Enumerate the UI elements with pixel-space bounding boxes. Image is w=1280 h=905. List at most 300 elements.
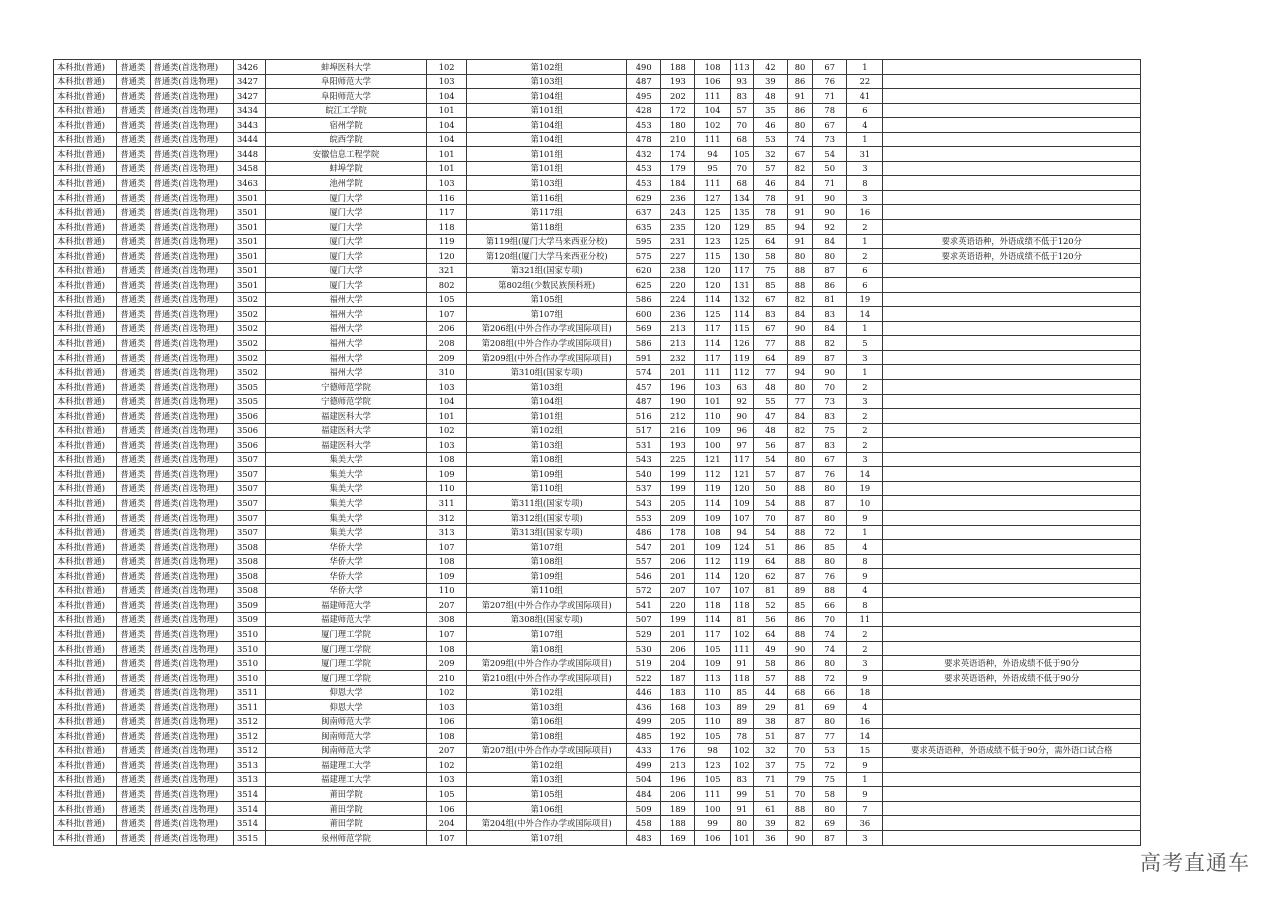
subject-type-cell: 普通类(首选物理) bbox=[150, 525, 233, 540]
batch-cell: 本科批(普通) bbox=[54, 292, 117, 307]
batch-cell: 本科批(普通) bbox=[54, 496, 117, 511]
group-name-cell: 第103组 bbox=[467, 380, 627, 395]
table-row bbox=[54, 816, 1141, 831]
physics-score-cell: 75 bbox=[787, 758, 812, 773]
table-row bbox=[54, 278, 1141, 293]
total-score-cell: 546 bbox=[627, 569, 661, 584]
subject-type-cell: 普通类(首选物理) bbox=[150, 714, 233, 729]
category-cell: 普通类 bbox=[117, 409, 150, 424]
remarks-cell: 要求英语语种，外语成绩不低于90分，需外语口试合格 bbox=[883, 743, 1141, 758]
group-code-cell: 802 bbox=[427, 278, 467, 293]
remarks-cell bbox=[883, 321, 1141, 336]
subject-type-cell: 普通类(首选物理) bbox=[150, 147, 233, 162]
second-subject-score-cell: 73 bbox=[813, 132, 847, 147]
remarks-cell bbox=[883, 714, 1141, 729]
group-name-cell: 第116组 bbox=[467, 190, 627, 205]
school-code-cell: 3507 bbox=[233, 525, 265, 540]
foreign-score-cell: 58 bbox=[753, 249, 787, 264]
school-name-cell: 厦门大学 bbox=[266, 278, 427, 293]
second-subject-score-cell: 88 bbox=[813, 583, 847, 598]
foreign-score-cell: 48 bbox=[753, 89, 787, 104]
remarks-cell bbox=[883, 292, 1141, 307]
chinese-math-score-cell: 179 bbox=[661, 161, 695, 176]
physics-score-cell: 79 bbox=[787, 772, 812, 787]
math-score-cell: 118 bbox=[730, 670, 753, 685]
foreign-score-cell: 64 bbox=[753, 234, 787, 249]
total-score-cell: 572 bbox=[627, 583, 661, 598]
subject-type-cell: 普通类(首选物理) bbox=[150, 569, 233, 584]
chinese-score-cell: 125 bbox=[695, 205, 730, 220]
chinese-score-cell: 123 bbox=[695, 234, 730, 249]
chinese-score-cell: 114 bbox=[695, 496, 730, 511]
subject-type-cell: 普通类(首选物理) bbox=[150, 365, 233, 380]
rank-cell: 5 bbox=[847, 336, 883, 351]
group-code-cell: 313 bbox=[427, 525, 467, 540]
chinese-math-score-cell: 188 bbox=[661, 60, 695, 75]
batch-cell: 本科批(普通) bbox=[54, 103, 117, 118]
group-name-cell: 第108组 bbox=[467, 729, 627, 744]
remarks-cell bbox=[883, 685, 1141, 700]
rank-cell: 2 bbox=[847, 627, 883, 642]
table-row bbox=[54, 176, 1141, 191]
physics-score-cell: 80 bbox=[787, 118, 812, 133]
foreign-score-cell: 44 bbox=[753, 685, 787, 700]
rank-cell: 8 bbox=[847, 554, 883, 569]
group-code-cell: 104 bbox=[427, 394, 467, 409]
table-row bbox=[54, 641, 1141, 656]
math-score-cell: 99 bbox=[730, 787, 753, 802]
chinese-score-cell: 117 bbox=[695, 350, 730, 365]
math-score-cell: 105 bbox=[730, 147, 753, 162]
group-code-cell: 107 bbox=[427, 540, 467, 555]
group-code-cell: 104 bbox=[427, 132, 467, 147]
school-name-cell: 集美大学 bbox=[266, 467, 427, 482]
table-row bbox=[54, 467, 1141, 482]
table-row bbox=[54, 350, 1141, 365]
batch-cell: 本科批(普通) bbox=[54, 700, 117, 715]
table-row bbox=[54, 307, 1141, 322]
physics-score-cell: 87 bbox=[787, 569, 812, 584]
group-name-cell: 第103组 bbox=[467, 700, 627, 715]
school-name-cell: 华侨大学 bbox=[266, 583, 427, 598]
school-name-cell: 福建医科大学 bbox=[266, 409, 427, 424]
category-cell: 普通类 bbox=[117, 700, 150, 715]
school-code-cell: 3506 bbox=[233, 438, 265, 453]
remarks-cell bbox=[883, 496, 1141, 511]
school-code-cell: 3444 bbox=[233, 132, 265, 147]
rank-cell: 1 bbox=[847, 132, 883, 147]
category-cell: 普通类 bbox=[117, 307, 150, 322]
rank-cell: 1 bbox=[847, 772, 883, 787]
remarks-cell: 要求英语语种，外语成绩不低于90分 bbox=[883, 656, 1141, 671]
math-score-cell: 112 bbox=[730, 365, 753, 380]
rank-cell: 6 bbox=[847, 263, 883, 278]
math-score-cell: 81 bbox=[730, 612, 753, 627]
category-cell: 普通类 bbox=[117, 714, 150, 729]
group-name-cell: 第104组 bbox=[467, 118, 627, 133]
math-score-cell: 124 bbox=[730, 540, 753, 555]
foreign-score-cell: 61 bbox=[753, 801, 787, 816]
subject-type-cell: 普通类(首选物理) bbox=[150, 743, 233, 758]
batch-cell: 本科批(普通) bbox=[54, 60, 117, 75]
total-score-cell: 600 bbox=[627, 307, 661, 322]
rank-cell: 9 bbox=[847, 569, 883, 584]
table-row bbox=[54, 118, 1141, 133]
math-score-cell: 101 bbox=[730, 830, 753, 845]
math-score-cell: 134 bbox=[730, 190, 753, 205]
chinese-score-cell: 118 bbox=[695, 598, 730, 613]
table-row bbox=[54, 612, 1141, 627]
foreign-score-cell: 85 bbox=[753, 220, 787, 235]
group-name-cell: 第101组 bbox=[467, 147, 627, 162]
group-name-cell: 第109组 bbox=[467, 569, 627, 584]
school-code-cell: 3501 bbox=[233, 220, 265, 235]
school-code-cell: 3502 bbox=[233, 365, 265, 380]
chinese-score-cell: 117 bbox=[695, 627, 730, 642]
table-row bbox=[54, 161, 1141, 176]
physics-score-cell: 88 bbox=[787, 481, 812, 496]
chinese-math-score-cell: 178 bbox=[661, 525, 695, 540]
group-name-cell: 第109组 bbox=[467, 467, 627, 482]
math-score-cell: 91 bbox=[730, 801, 753, 816]
batch-cell: 本科批(普通) bbox=[54, 161, 117, 176]
category-cell: 普通类 bbox=[117, 89, 150, 104]
category-cell: 普通类 bbox=[117, 205, 150, 220]
group-code-cell: 106 bbox=[427, 801, 467, 816]
math-score-cell: 111 bbox=[730, 641, 753, 656]
school-code-cell: 3507 bbox=[233, 481, 265, 496]
second-subject-score-cell: 58 bbox=[813, 787, 847, 802]
school-code-cell: 3458 bbox=[233, 161, 265, 176]
physics-score-cell: 87 bbox=[787, 510, 812, 525]
chinese-score-cell: 111 bbox=[695, 787, 730, 802]
school-name-cell: 福建师范大学 bbox=[266, 612, 427, 627]
group-code-cell: 104 bbox=[427, 118, 467, 133]
category-cell: 普通类 bbox=[117, 103, 150, 118]
second-subject-score-cell: 84 bbox=[813, 234, 847, 249]
physics-score-cell: 88 bbox=[787, 554, 812, 569]
table-row bbox=[54, 147, 1141, 162]
chinese-math-score-cell: 199 bbox=[661, 481, 695, 496]
math-score-cell: 94 bbox=[730, 525, 753, 540]
math-score-cell: 130 bbox=[730, 249, 753, 264]
foreign-score-cell: 67 bbox=[753, 321, 787, 336]
chinese-score-cell: 109 bbox=[695, 423, 730, 438]
chinese-math-score-cell: 199 bbox=[661, 467, 695, 482]
table-body bbox=[54, 60, 1141, 846]
group-name-cell: 第313组(国家专项) bbox=[467, 525, 627, 540]
total-score-cell: 547 bbox=[627, 540, 661, 555]
group-name-cell: 第207组(中外合作办学或国际项目) bbox=[467, 598, 627, 613]
chinese-math-score-cell: 201 bbox=[661, 540, 695, 555]
rank-cell: 6 bbox=[847, 103, 883, 118]
batch-cell: 本科批(普通) bbox=[54, 685, 117, 700]
chinese-math-score-cell: 187 bbox=[661, 670, 695, 685]
total-score-cell: 433 bbox=[627, 743, 661, 758]
batch-cell: 本科批(普通) bbox=[54, 510, 117, 525]
rank-cell: 22 bbox=[847, 74, 883, 89]
group-code-cell: 119 bbox=[427, 234, 467, 249]
second-subject-score-cell: 83 bbox=[813, 438, 847, 453]
total-score-cell: 499 bbox=[627, 758, 661, 773]
table-row bbox=[54, 540, 1141, 555]
chinese-score-cell: 125 bbox=[695, 307, 730, 322]
rank-cell: 15 bbox=[847, 743, 883, 758]
physics-score-cell: 91 bbox=[787, 190, 812, 205]
school-name-cell: 皖西学院 bbox=[266, 132, 427, 147]
rank-cell: 16 bbox=[847, 205, 883, 220]
school-code-cell: 3434 bbox=[233, 103, 265, 118]
subject-type-cell: 普通类(首选物理) bbox=[150, 670, 233, 685]
group-name-cell: 第802组(少数民族预科班) bbox=[467, 278, 627, 293]
batch-cell: 本科批(普通) bbox=[54, 656, 117, 671]
rank-cell: 1 bbox=[847, 525, 883, 540]
category-cell: 普通类 bbox=[117, 190, 150, 205]
total-score-cell: 557 bbox=[627, 554, 661, 569]
subject-type-cell: 普通类(首选物理) bbox=[150, 176, 233, 191]
category-cell: 普通类 bbox=[117, 583, 150, 598]
subject-type-cell: 普通类(首选物理) bbox=[150, 496, 233, 511]
category-cell: 普通类 bbox=[117, 554, 150, 569]
group-code-cell: 105 bbox=[427, 787, 467, 802]
batch-cell: 本科批(普通) bbox=[54, 307, 117, 322]
foreign-score-cell: 77 bbox=[753, 365, 787, 380]
school-name-cell: 福建医科大学 bbox=[266, 438, 427, 453]
group-name-cell: 第118组 bbox=[467, 220, 627, 235]
subject-type-cell: 普通类(首选物理) bbox=[150, 540, 233, 555]
remarks-cell bbox=[883, 278, 1141, 293]
category-cell: 普通类 bbox=[117, 278, 150, 293]
math-score-cell: 132 bbox=[730, 292, 753, 307]
school-code-cell: 3507 bbox=[233, 496, 265, 511]
batch-cell: 本科批(普通) bbox=[54, 627, 117, 642]
remarks-cell bbox=[883, 263, 1141, 278]
category-cell: 普通类 bbox=[117, 569, 150, 584]
total-score-cell: 620 bbox=[627, 263, 661, 278]
foreign-score-cell: 70 bbox=[753, 510, 787, 525]
batch-cell: 本科批(普通) bbox=[54, 176, 117, 191]
total-score-cell: 531 bbox=[627, 438, 661, 453]
physics-score-cell: 67 bbox=[787, 147, 812, 162]
chinese-math-score-cell: 206 bbox=[661, 787, 695, 802]
chinese-score-cell: 104 bbox=[695, 103, 730, 118]
remarks-cell bbox=[883, 787, 1141, 802]
foreign-score-cell: 54 bbox=[753, 496, 787, 511]
subject-type-cell: 普通类(首选物理) bbox=[150, 307, 233, 322]
second-subject-score-cell: 73 bbox=[813, 394, 847, 409]
remarks-cell bbox=[883, 598, 1141, 613]
physics-score-cell: 91 bbox=[787, 234, 812, 249]
school-name-cell: 闽南师范大学 bbox=[266, 714, 427, 729]
table-row bbox=[54, 263, 1141, 278]
batch-cell: 本科批(普通) bbox=[54, 598, 117, 613]
group-code-cell: 116 bbox=[427, 190, 467, 205]
category-cell: 普通类 bbox=[117, 234, 150, 249]
chinese-math-score-cell: 236 bbox=[661, 190, 695, 205]
second-subject-score-cell: 85 bbox=[813, 540, 847, 555]
physics-score-cell: 68 bbox=[787, 685, 812, 700]
subject-type-cell: 普通类(首选物理) bbox=[150, 234, 233, 249]
chinese-score-cell: 95 bbox=[695, 161, 730, 176]
batch-cell: 本科批(普通) bbox=[54, 787, 117, 802]
table-row bbox=[54, 336, 1141, 351]
group-name-cell: 第119组(厦门大学马来西亚分校) bbox=[467, 234, 627, 249]
school-name-cell: 蚌埠学院 bbox=[266, 161, 427, 176]
group-name-cell: 第110组 bbox=[467, 481, 627, 496]
table-row bbox=[54, 525, 1141, 540]
group-name-cell: 第104组 bbox=[467, 394, 627, 409]
math-score-cell: 96 bbox=[730, 423, 753, 438]
school-name-cell: 集美大学 bbox=[266, 452, 427, 467]
foreign-score-cell: 57 bbox=[753, 670, 787, 685]
rank-cell: 10 bbox=[847, 496, 883, 511]
category-cell: 普通类 bbox=[117, 321, 150, 336]
chinese-math-score-cell: 243 bbox=[661, 205, 695, 220]
group-code-cell: 103 bbox=[427, 438, 467, 453]
foreign-score-cell: 46 bbox=[753, 176, 787, 191]
group-code-cell: 209 bbox=[427, 350, 467, 365]
remarks-cell bbox=[883, 365, 1141, 380]
second-subject-score-cell: 66 bbox=[813, 598, 847, 613]
foreign-score-cell: 62 bbox=[753, 569, 787, 584]
batch-cell: 本科批(普通) bbox=[54, 481, 117, 496]
remarks-cell bbox=[883, 801, 1141, 816]
physics-score-cell: 70 bbox=[787, 743, 812, 758]
rank-cell: 19 bbox=[847, 292, 883, 307]
second-subject-score-cell: 78 bbox=[813, 103, 847, 118]
group-name-cell: 第312组(国家专项) bbox=[467, 510, 627, 525]
foreign-score-cell: 75 bbox=[753, 263, 787, 278]
math-score-cell: 102 bbox=[730, 758, 753, 773]
category-cell: 普通类 bbox=[117, 481, 150, 496]
second-subject-score-cell: 86 bbox=[813, 278, 847, 293]
batch-cell: 本科批(普通) bbox=[54, 365, 117, 380]
remarks-cell bbox=[883, 772, 1141, 787]
group-name-cell: 第204组(中外合作办学或国际项目) bbox=[467, 816, 627, 831]
batch-cell: 本科批(普通) bbox=[54, 743, 117, 758]
subject-type-cell: 普通类(首选物理) bbox=[150, 161, 233, 176]
total-score-cell: 495 bbox=[627, 89, 661, 104]
second-subject-score-cell: 67 bbox=[813, 118, 847, 133]
second-subject-score-cell: 76 bbox=[813, 74, 847, 89]
subject-type-cell: 普通类(首选物理) bbox=[150, 336, 233, 351]
school-name-cell: 仰恩大学 bbox=[266, 700, 427, 715]
remarks-cell bbox=[883, 161, 1141, 176]
foreign-score-cell: 38 bbox=[753, 714, 787, 729]
school-name-cell: 厦门理工学院 bbox=[266, 670, 427, 685]
group-name-cell: 第103组 bbox=[467, 176, 627, 191]
physics-score-cell: 89 bbox=[787, 583, 812, 598]
batch-cell: 本科批(普通) bbox=[54, 670, 117, 685]
group-code-cell: 102 bbox=[427, 60, 467, 75]
subject-type-cell: 普通类(首选物理) bbox=[150, 700, 233, 715]
foreign-score-cell: 52 bbox=[753, 598, 787, 613]
foreign-score-cell: 56 bbox=[753, 438, 787, 453]
physics-score-cell: 80 bbox=[787, 60, 812, 75]
group-name-cell: 第106组 bbox=[467, 801, 627, 816]
table-row bbox=[54, 554, 1141, 569]
physics-score-cell: 87 bbox=[787, 438, 812, 453]
category-cell: 普通类 bbox=[117, 249, 150, 264]
remarks-cell bbox=[883, 220, 1141, 235]
batch-cell: 本科批(普通) bbox=[54, 321, 117, 336]
math-score-cell: 107 bbox=[730, 583, 753, 598]
rank-cell: 9 bbox=[847, 510, 883, 525]
school-name-cell: 福州大学 bbox=[266, 321, 427, 336]
school-code-cell: 3506 bbox=[233, 409, 265, 424]
batch-cell: 本科批(普通) bbox=[54, 147, 117, 162]
group-code-cell: 308 bbox=[427, 612, 467, 627]
math-score-cell: 97 bbox=[730, 438, 753, 453]
foreign-score-cell: 39 bbox=[753, 816, 787, 831]
group-name-cell: 第102组 bbox=[467, 423, 627, 438]
chinese-score-cell: 110 bbox=[695, 714, 730, 729]
group-name-cell: 第308组(国家专项) bbox=[467, 612, 627, 627]
total-score-cell: 537 bbox=[627, 481, 661, 496]
school-code-cell: 3507 bbox=[233, 467, 265, 482]
subject-type-cell: 普通类(首选物理) bbox=[150, 205, 233, 220]
total-score-cell: 509 bbox=[627, 801, 661, 816]
group-code-cell: 108 bbox=[427, 641, 467, 656]
total-score-cell: 507 bbox=[627, 612, 661, 627]
total-score-cell: 591 bbox=[627, 350, 661, 365]
physics-score-cell: 84 bbox=[787, 307, 812, 322]
math-score-cell: 68 bbox=[730, 176, 753, 191]
physics-score-cell: 91 bbox=[787, 89, 812, 104]
rank-cell: 3 bbox=[847, 656, 883, 671]
physics-score-cell: 88 bbox=[787, 627, 812, 642]
math-score-cell: 83 bbox=[730, 772, 753, 787]
rank-cell: 3 bbox=[847, 161, 883, 176]
total-score-cell: 574 bbox=[627, 365, 661, 380]
school-name-cell: 宁德师范学院 bbox=[266, 394, 427, 409]
group-name-cell: 第107组 bbox=[467, 830, 627, 845]
chinese-math-score-cell: 224 bbox=[661, 292, 695, 307]
foreign-score-cell: 85 bbox=[753, 278, 787, 293]
physics-score-cell: 86 bbox=[787, 103, 812, 118]
foreign-score-cell: 53 bbox=[753, 132, 787, 147]
school-code-cell: 3502 bbox=[233, 336, 265, 351]
chinese-score-cell: 114 bbox=[695, 292, 730, 307]
chinese-score-cell: 99 bbox=[695, 816, 730, 831]
physics-score-cell: 88 bbox=[787, 670, 812, 685]
rank-cell: 2 bbox=[847, 641, 883, 656]
foreign-score-cell: 57 bbox=[753, 467, 787, 482]
group-code-cell: 103 bbox=[427, 74, 467, 89]
school-code-cell: 3510 bbox=[233, 670, 265, 685]
remarks-cell bbox=[883, 452, 1141, 467]
subject-type-cell: 普通类(首选物理) bbox=[150, 685, 233, 700]
school-name-cell: 仰恩大学 bbox=[266, 685, 427, 700]
total-score-cell: 517 bbox=[627, 423, 661, 438]
math-score-cell: 113 bbox=[730, 60, 753, 75]
watermark-text: 高考直通车 bbox=[1140, 851, 1250, 875]
chinese-math-score-cell: 236 bbox=[661, 307, 695, 322]
second-subject-score-cell: 50 bbox=[813, 161, 847, 176]
batch-cell: 本科批(普通) bbox=[54, 336, 117, 351]
chinese-math-score-cell: 204 bbox=[661, 656, 695, 671]
physics-score-cell: 88 bbox=[787, 263, 812, 278]
group-name-cell: 第107组 bbox=[467, 627, 627, 642]
chinese-math-score-cell: 169 bbox=[661, 830, 695, 845]
chinese-math-score-cell: 206 bbox=[661, 554, 695, 569]
group-name-cell: 第101组 bbox=[467, 161, 627, 176]
school-name-cell: 华侨大学 bbox=[266, 569, 427, 584]
group-code-cell: 109 bbox=[427, 467, 467, 482]
second-subject-score-cell: 83 bbox=[813, 307, 847, 322]
batch-cell: 本科批(普通) bbox=[54, 816, 117, 831]
group-code-cell: 118 bbox=[427, 220, 467, 235]
